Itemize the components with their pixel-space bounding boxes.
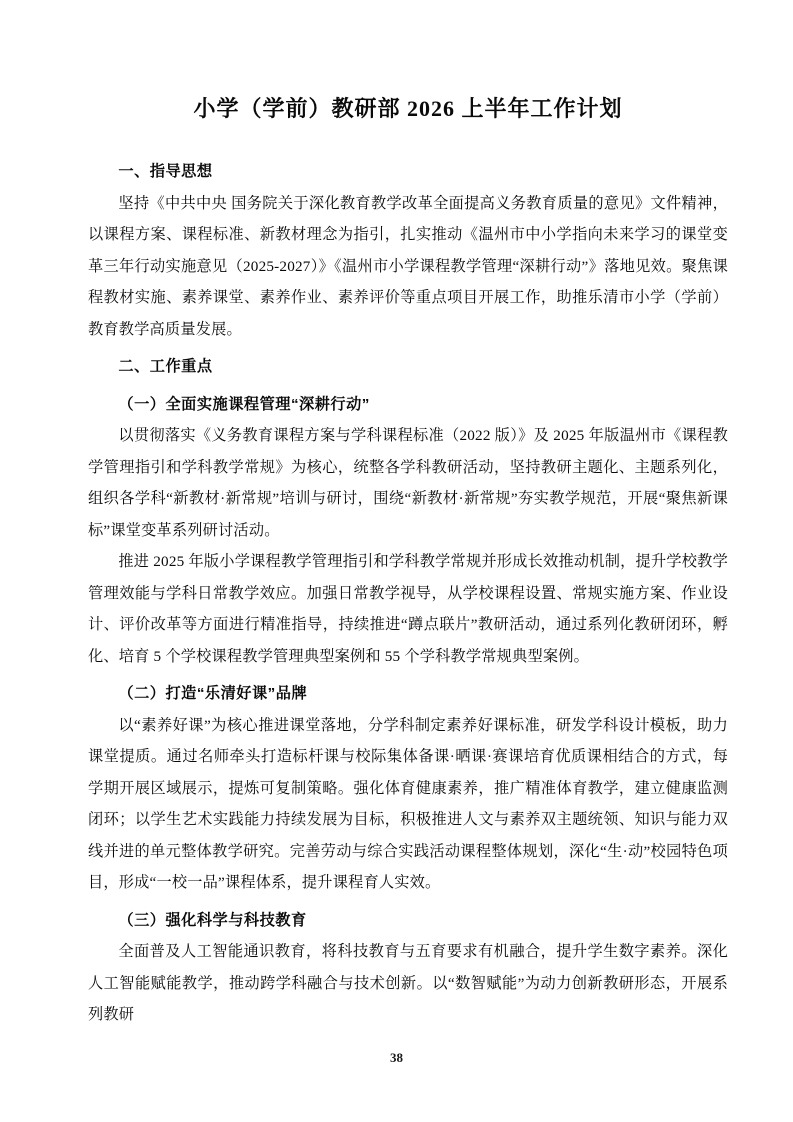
paragraph-guiding-ideology: 坚持《中共中央 国务院关于深化教育教学改革全面提高义务教育质量的意见》文件精神，以课程方案、课程标准、新教材理念为指引，扎实推动《温州市中小学指向未来学习的课堂变革三年行动实施意见（2025-2027）》《温州市小学课程教学管理“深耕行动”》落地见效。聚焦课程教材实施、素养课堂、素养作业、素养评价等重点项目开展工作，助推乐清市小学（学前）教育教学高质量发展。 [88, 194, 728, 338]
page-number: 38 [390, 1050, 403, 1065]
section-heading-work-priorities: 二、工作重点 [118, 358, 213, 375]
document-content [88, 92, 728, 1031]
subsection-heading-yueqing-good-lesson-brand: （二）打造“乐清好课”品牌 [118, 685, 308, 702]
section-heading-guiding-ideology: 一、指导思想 [118, 163, 213, 180]
paragraph-curriculum-management-2: 推进 2025 年版小学课程教学管理指引和学科教学常规并形成长效推动机制，提升学校教学管理效能与学科日常教学效应。加强日常教学视导，从学校课程设置、常规实施方案、作业设计、评价改革等方面进行精准指导，持续推进“蹲点联片”教研活动，通过系列化教研闭环，孵化、培育 5 个学校课程教学管理典型案例和 55 个学科教学常规典型案例。 [88, 553, 728, 665]
paragraph-yueqing-good-lesson: 以“素养好课”为核心推进课堂落地，分学科制定素养好课标准，研发学科设计模板，助力课堂提质。通过名师牵头打造标杆课与校际集体备课·晒课·赛课培育优质课相结合的方式，每学期开展区域展示，提炼可复制策略。强化体育健康素养，推广精准体育教学，建立健康监测闭环；以学生艺术实践能力持续发展为目标，积极推进人文与素养双主题统领、知识与能力双线并进的单元整体教学研究。完善劳动与综合实践活动课程整体规划，深化“生·动”校园特色项目，形成“一校一品”课程体系，提升课程育人实效。 [88, 716, 728, 891]
subsection-heading-science-technology-education: （三）强化科学与科技教育 [118, 911, 307, 929]
subsection-heading-curriculum-management: （一）全面实施课程管理“深耕行动” [118, 395, 370, 413]
paragraph-science-technology-education: 全面普及人工智能通识教育，将科技教育与五育要求有机融合，提升学生数字素养。深化人工智能赋能教学，推动跨学科融合与技术创新。以“数智赋能”为动力创新教研形态，开展系列教研 [88, 943, 728, 1023]
paragraph-curriculum-management-1: 以贯彻落实《义务教育课程方案与学科课程标准（2022 版）》及 2025 年版温州市《课程教学管理指引和学科教学常规》为核心，统整各学科教研活动，坚持教研主题化、主题系列化，组织各学科“新教材·新常规”培训与研讨，围绕“新教材·新常规”夯实教学规范，开展“聚焦新课标”课堂变革系列研讨活动。 [88, 427, 728, 539]
document-title: 小学（学前）教研部 2026 上半年工作计划 [193, 96, 623, 121]
